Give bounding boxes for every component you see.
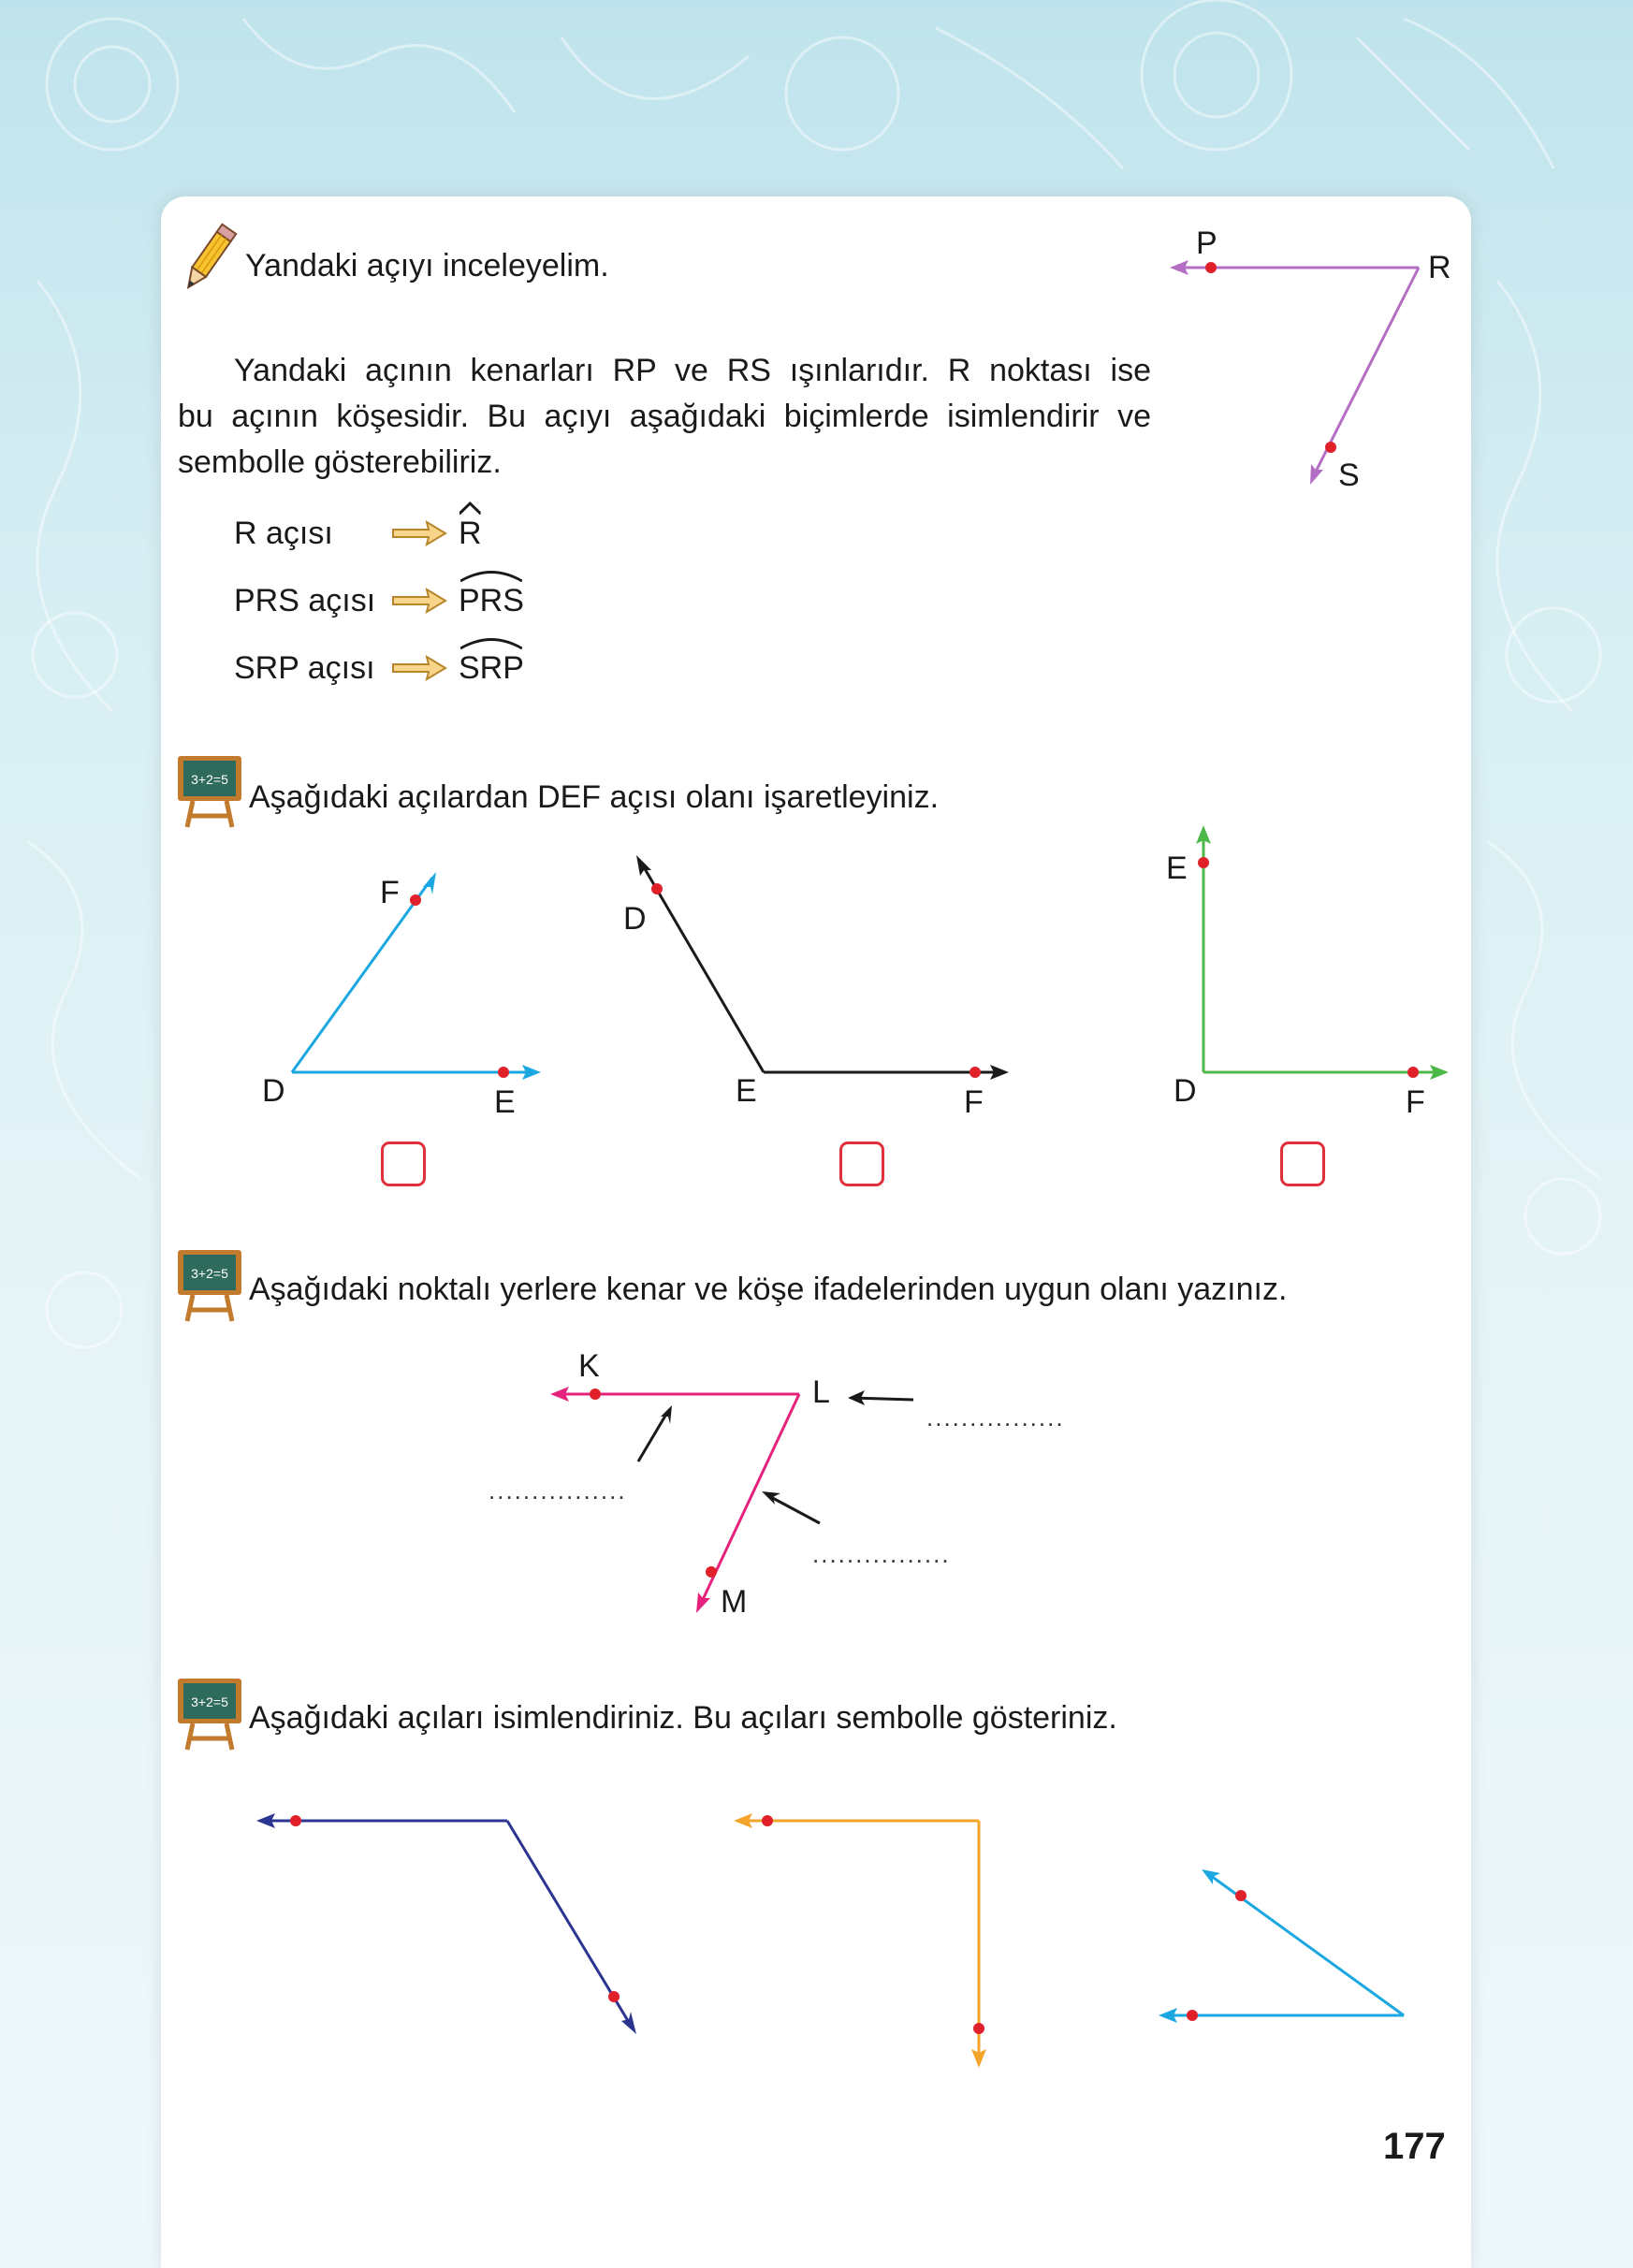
naming-label: R açısı [234, 516, 333, 551]
option1-label-e: E [494, 1084, 516, 1120]
angle-symbol: PRS [459, 582, 524, 619]
paragraph-line: bu açının köşesidir. Bu açıyı aşağıdaki biçimlerde isimlendirir ve [178, 399, 1151, 434]
answer-blank-side-bottom[interactable]: ................ [812, 1540, 951, 1568]
label-m: M [721, 1584, 748, 1620]
label-l: L [812, 1374, 830, 1410]
arrow-right-icon [391, 588, 447, 614]
blackboard-text: 3+2=5 [191, 772, 228, 787]
naming-label: PRS açısı [234, 583, 376, 618]
option1-label-d: D [262, 1073, 285, 1109]
intro-instruction: Yandaki açıyı inceleyelim. [245, 248, 609, 284]
option1-checkbox[interactable] [381, 1141, 426, 1186]
answer-blank-vertex[interactable]: ................ [926, 1403, 1065, 1432]
page-number: 177 [1383, 2126, 1446, 2167]
exercise3-angle-1 [243, 1796, 655, 2040]
option3-angle-figure [1170, 814, 1469, 1095]
pencil-icon [178, 221, 240, 296]
option2-angle-figure [618, 842, 1029, 1095]
naming-row [234, 649, 524, 687]
label-p: P [1196, 225, 1217, 261]
arrow-right-icon [391, 655, 447, 681]
option1-angle-figure [253, 851, 571, 1095]
paragraph-line: sembolle gösterebiliriz. [178, 444, 502, 480]
angle-arc-icon [459, 569, 524, 582]
blackboard-icon [176, 1677, 243, 1752]
exercise3-instruction: Aşağıdaki açıları isimlendiriniz. Bu açıları sembolle gösteriniz. [249, 1700, 1117, 1736]
option2-label-e: E [736, 1073, 757, 1109]
option1-label-f: F [380, 875, 400, 910]
option2-label-f: F [964, 1084, 984, 1120]
exercise2-instruction: Aşağıdaki noktalı yerlere kenar ve köşe ifadelerinden uygun olanı yazınız. [249, 1272, 1288, 1307]
option2-checkbox[interactable] [839, 1141, 884, 1186]
naming-row [234, 515, 482, 552]
naming-label: SRP açısı [234, 650, 375, 686]
angle-hat-icon [459, 502, 482, 515]
exercise1-instruction: Aşağıdaki açılardan DEF açısı olanı işaretleyiniz. [249, 779, 940, 815]
option3-label-f: F [1406, 1084, 1425, 1120]
answer-blank-side-top[interactable]: ................ [488, 1476, 627, 1505]
angle-arc-icon [459, 636, 524, 649]
exercise3-angle-3 [1151, 1858, 1413, 2027]
option3-checkbox[interactable] [1280, 1141, 1325, 1186]
paragraph-line: Yandaki açının kenarları RP ve RS ışınlarıdır. R noktası ise [234, 353, 1151, 388]
exercise3-angle-2 [721, 1796, 1001, 2077]
label-s: S [1338, 458, 1360, 493]
intro-paragraph [178, 348, 1151, 486]
blackboard-icon [176, 754, 243, 829]
arrow-right-icon [391, 520, 447, 546]
option2-label-d: D [623, 901, 647, 937]
option3-label-d: D [1174, 1073, 1197, 1109]
option3-label-e: E [1166, 850, 1188, 886]
angle-symbol: R [459, 515, 482, 552]
blackboard-text: 3+2=5 [191, 1694, 228, 1709]
angle-symbol: SRP [459, 649, 524, 687]
blackboard-icon [176, 1248, 243, 1323]
label-k: K [578, 1348, 600, 1384]
label-r: R [1428, 250, 1451, 285]
blackboard-text: 3+2=5 [191, 1266, 228, 1281]
naming-row [234, 582, 524, 619]
